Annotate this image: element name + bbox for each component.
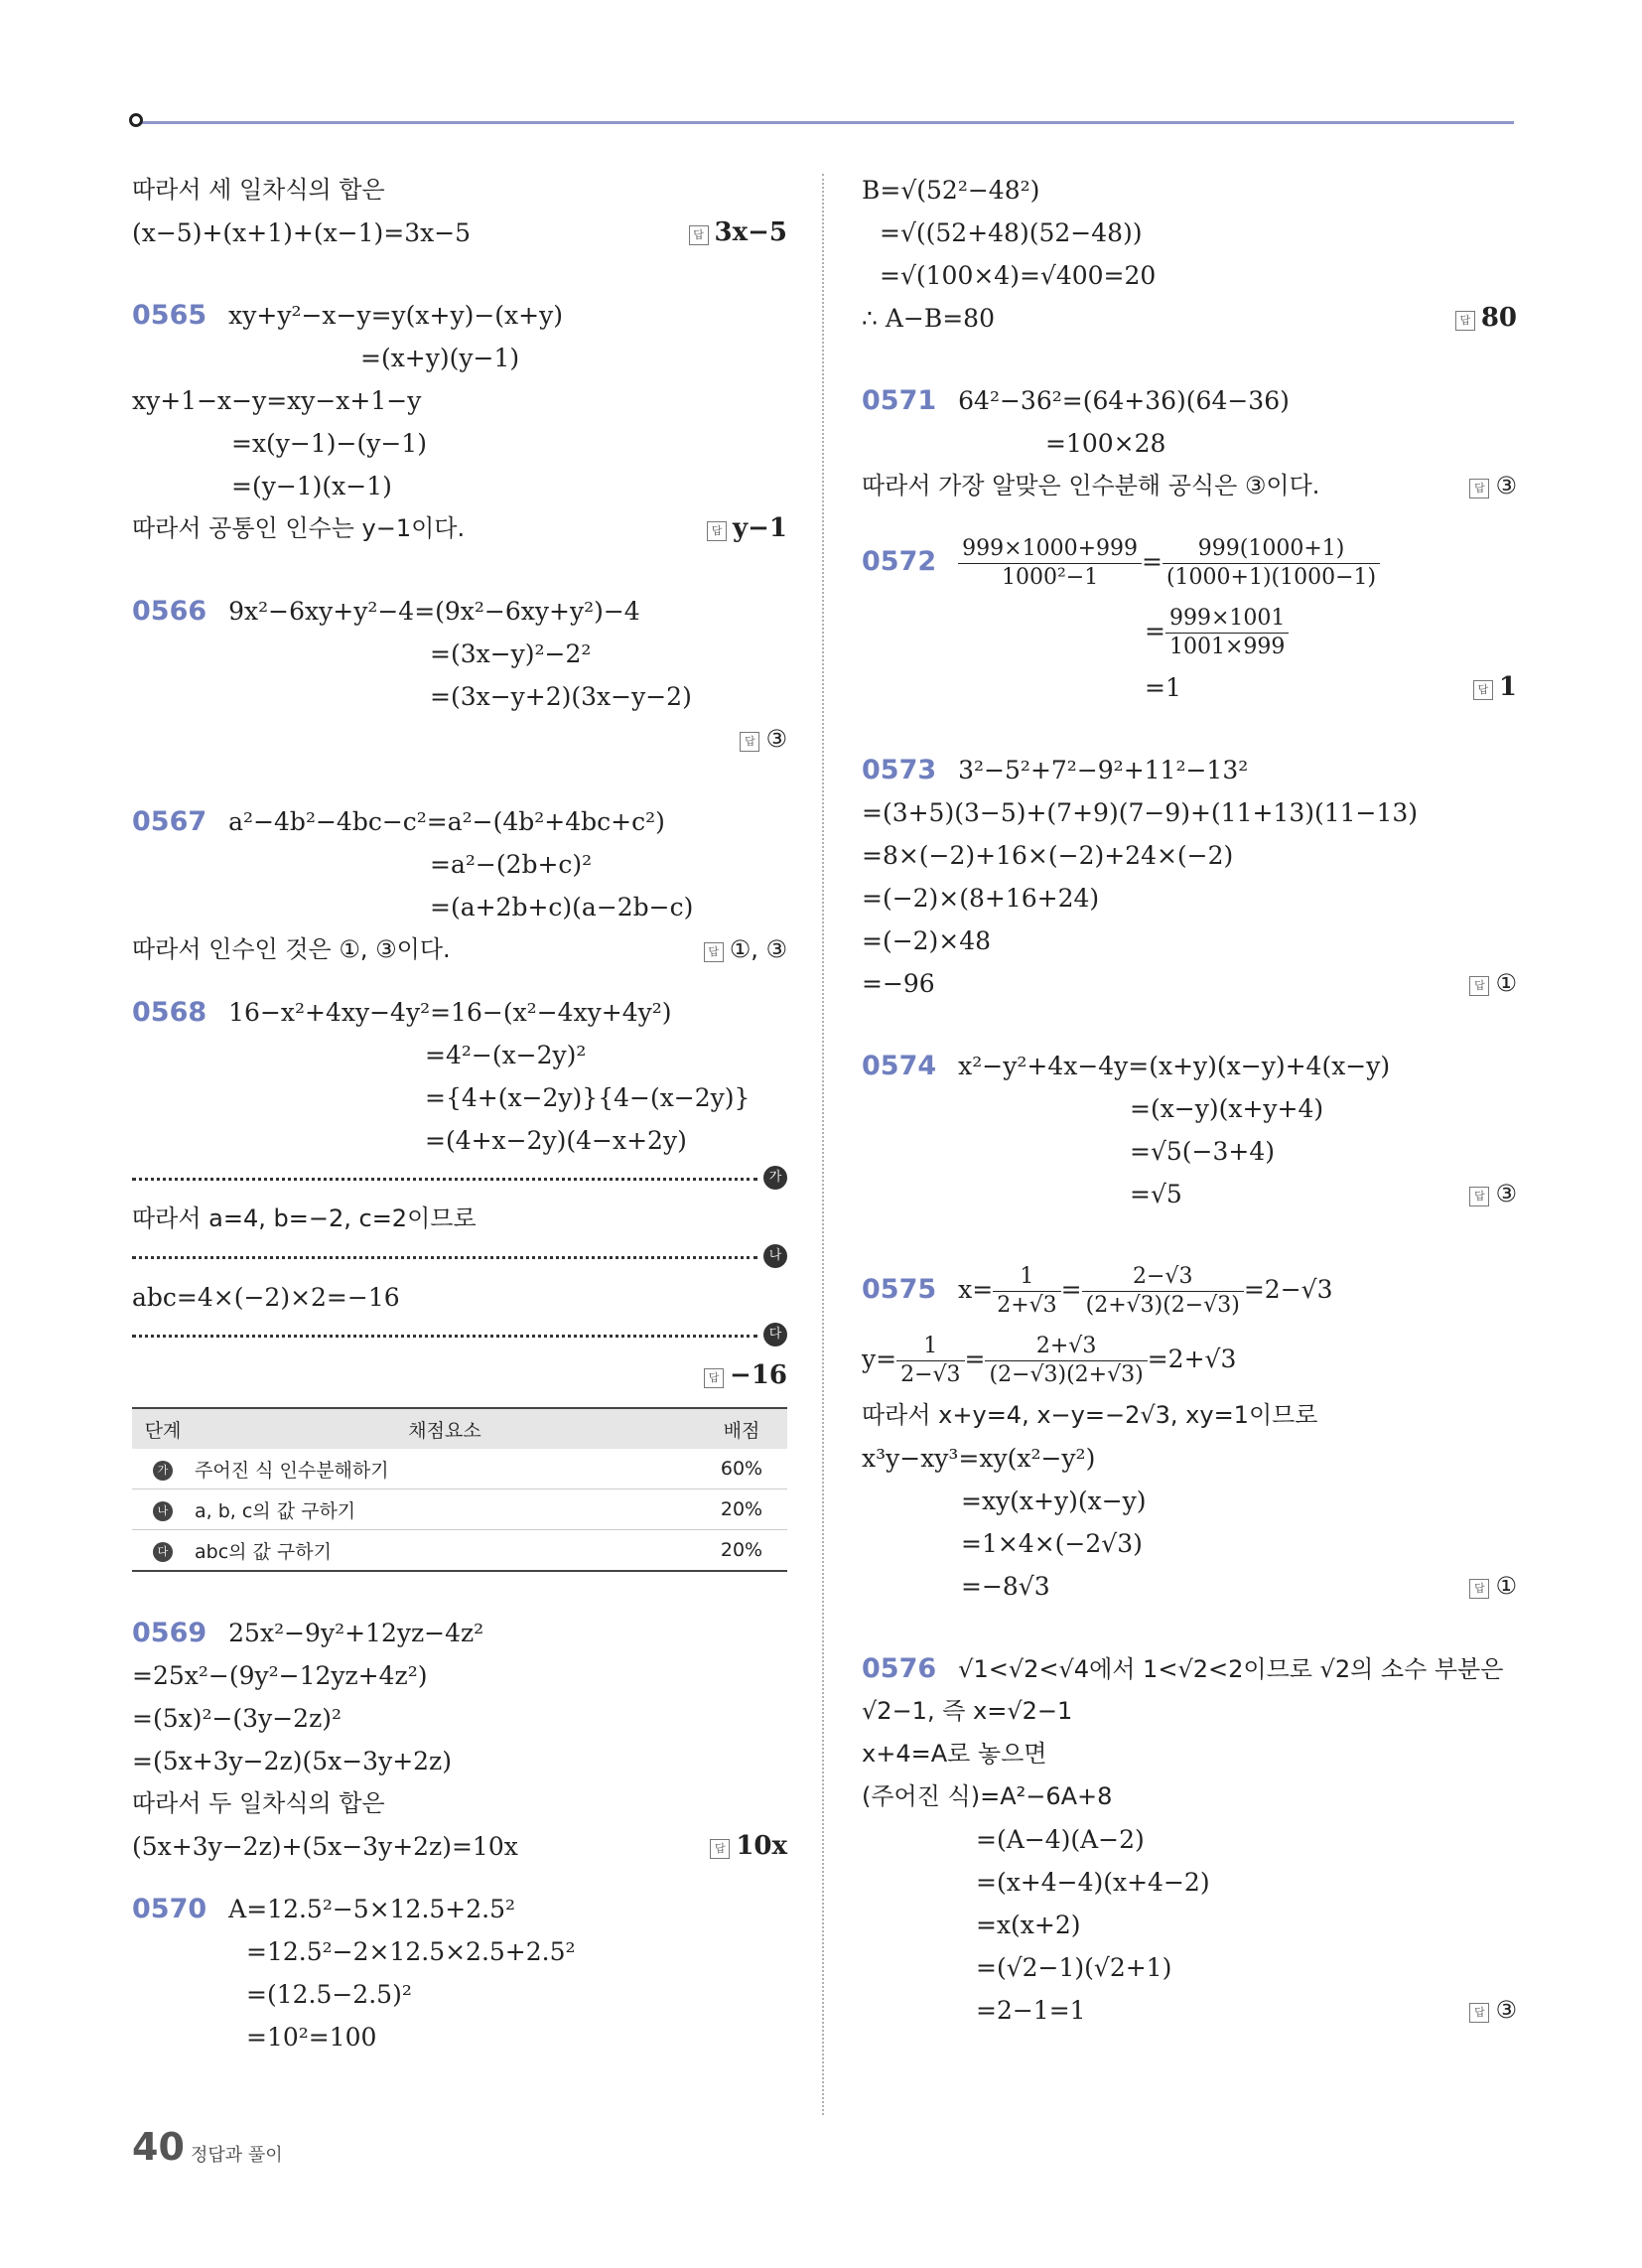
problem-0565: 0565 xy+y²−x−y=y(x+y)−(x+y) — [132, 300, 563, 331]
problem-0575: 0575 x= $\frac{1}{2+√3}$ = $\frac{2-√3}{(2+√3)(2-√3)}$ =2−√3 — [862, 1264, 1333, 1318]
equation-line: = $\frac{999\times 1001}{1001\times 999}$ — [862, 597, 1517, 666]
table-header: 단계 — [132, 1408, 194, 1449]
equation-line: =(A−4)(A−2) — [976, 1825, 1145, 1854]
equation-line: =(3x−y+2)(3x−y−2) — [430, 682, 692, 711]
conclusion: 따라서 공통인 인수는 y−1이다. 답 y−1 — [132, 507, 787, 550]
fraction: $\frac{999\times 1001}{1001\times 999}$ — [1165, 605, 1289, 661]
fraction: $\frac{999\times 1000+999}{\text{1000²−1}}$ — [958, 535, 1142, 592]
equation-line: =−8√3 답 ① — [862, 1565, 1517, 1608]
equation-line: =(y−1)(x−1) — [231, 472, 392, 500]
equation-line: =100×28 — [1045, 429, 1166, 458]
equation-line: =(√2−1)(√2+1) — [976, 1953, 1172, 1982]
equation-line: =4²−(x−2y)² — [425, 1041, 587, 1069]
answer: 답 ③ — [1469, 465, 1517, 507]
equation-line: ∴ A−B=80 답 80 — [862, 297, 1517, 340]
equation-line: xy+1−x−y=xy−x+1−y — [132, 386, 422, 415]
equation-line: 따라서 a=4, b=−2, c=2이므로 — [132, 1205, 477, 1232]
step-mark: 다 — [763, 1323, 787, 1347]
equation-line: =xy(x+y)(x−y) — [961, 1487, 1147, 1515]
equation-line: 따라서 x+y=4, x−y=−2√3, xy=1이므로 — [862, 1401, 1318, 1429]
table-row: 나 a, b, c의 값 구하기 20% — [132, 1489, 787, 1530]
answer: 답 10x — [710, 1825, 787, 1868]
equation-line: =(4+x−2y)(4−x+2y) — [425, 1126, 687, 1155]
equation-line: =(x−y)(x+y+4) — [1130, 1094, 1324, 1123]
equation-line: =12.5²−2×12.5×2.5+2.5² — [246, 1937, 576, 1966]
conclusion: 따라서 가장 알맞은 인수분해 공식은 ③이다. 답 ③ — [862, 465, 1517, 507]
problem-0576: 0576 √1<√2<√4에서 1<√2<2이므로 √2의 소수 부분은 — [862, 1653, 1504, 1684]
left-column — [132, 169, 787, 2058]
equation-line: x³y−xy³=xy(x²−y²) — [862, 1444, 1096, 1473]
answer: 답 ① — [1469, 1565, 1517, 1608]
equation-line: =(12.5−2.5)² — [246, 1980, 412, 2009]
answer: 답 ① — [1469, 962, 1517, 1005]
problem-0573: 0573 3²−5²+7²−9²+11²−13² — [862, 755, 1249, 785]
intro-equation: (x−5)+(x+1)+(x−1)=3x−5 답 3x−5 — [132, 212, 787, 254]
table-row: 가 주어진 식 인수분해하기 60% — [132, 1449, 787, 1489]
equation-line: y= $\frac{1}{2-√3}$ = $\frac{2+√3}{(2-√3)(2+√3)}$ =2+√3 — [862, 1334, 1237, 1387]
equation-line: =√(100×4)=√400=20 — [880, 261, 1157, 290]
equation-line: =(x+4−4)(x+4−2) — [976, 1868, 1210, 1897]
equation-line: √2−1, 즉 x=√2−1 — [862, 1697, 1073, 1725]
equation-line: =(−2)×48 — [862, 926, 992, 955]
answer: 답 3x−5 — [689, 212, 787, 254]
equation-line: 따라서 두 일차식의 합은 — [132, 1789, 385, 1817]
equation-line: =(a+2b+c)(a−2b−c) — [430, 893, 694, 921]
answer: 답 ①, ③ — [704, 928, 787, 971]
problem-0566: 0566 9x²−6xy+y²−4=(9x²−6xy+y²)−4 — [132, 596, 640, 627]
step-mark: 가 — [763, 1166, 787, 1190]
equation-line: =2−1=1 답 ③ — [862, 1989, 1517, 2032]
equation-line: =(5x)²−(3y−2z)² — [132, 1704, 342, 1733]
problem-0568: 0568 16−x²+4xy−4y²=16−(x²−4xy+4y²) — [132, 997, 672, 1028]
equation-line: =(x+y)(y−1) — [360, 344, 520, 372]
equation-line: =√5 답 ③ — [862, 1173, 1517, 1215]
equation-line: =√((52+48)(52−48)) — [880, 218, 1143, 247]
equation-line: abc=4×(−2)×2=−16 — [132, 1283, 400, 1312]
fraction: $\frac{999(1000+1)}{(1000+1)(1000-1)}$ — [1163, 535, 1380, 592]
equation-line: =1×4×(−2√3) — [961, 1529, 1143, 1558]
answer-row — [132, 1354, 787, 1397]
step-separator — [132, 1162, 787, 1198]
equation-line: =8×(−2)+16×(−2)+24×(−2) — [862, 841, 1234, 870]
header-dot — [129, 113, 143, 127]
equation-line: =25x²−(9y²−12yz+4z²) — [132, 1661, 428, 1690]
footer-title: 정답과 풀이 — [191, 2145, 283, 2166]
answer: 답 ③ — [1469, 1173, 1517, 1215]
answer: 답 ③ — [740, 718, 787, 761]
fraction: $\frac{2+√3}{(2-√3)(2+√3)}$ — [985, 1333, 1147, 1389]
fraction: $\frac{1}{2+√3}$ — [993, 1263, 1060, 1320]
equation-line: B=√(52²−48²) — [862, 176, 1040, 205]
equation-line: =−96 답 ① — [862, 962, 1517, 1005]
answer: 답 1 — [1473, 666, 1517, 709]
problem-0567: 0567 a²−4b²−4bc−c²=a²−(4b²+4bc+c²) — [132, 806, 665, 837]
equation-line: =x(x+2) — [976, 1911, 1081, 1939]
fraction: $\frac{2-√3}{(2+√3)(2-√3)}$ — [1082, 1263, 1244, 1320]
equation-line: =(5x+3y−2z)(5x−3y+2z) — [132, 1747, 452, 1775]
problem-0570: 0570 A=12.5²−5×12.5+2.5² — [132, 1894, 516, 1924]
answer: 답 −16 — [704, 1354, 787, 1397]
equation-line: =1 답 1 — [862, 666, 1517, 709]
column-divider — [822, 174, 824, 2115]
step-separator — [132, 1240, 787, 1276]
page-number: 40 — [132, 2125, 185, 2169]
problem-0572: 0572 $\frac{999\times 1000+999}{\text{1000²−1}}$ = $\frac{999(1000+1)}{(1000+1)(1000-1)}$ — [862, 527, 1517, 597]
table-header: 채점요소 — [194, 1408, 696, 1449]
conclusion: 따라서 인수인 것은 ①, ③이다. 답 ①, ③ — [132, 928, 787, 971]
fraction: $\frac{1}{2-√3}$ — [896, 1333, 964, 1389]
equation-line: =(−2)×(8+16+24) — [862, 884, 1100, 913]
equation-line: =√5(−3+4) — [1130, 1137, 1275, 1166]
step-separator — [132, 1319, 787, 1354]
scoring-table — [132, 1407, 787, 1572]
equation-line: =a²−(2b+c)² — [430, 850, 593, 879]
equation-line: (주어진 식)=A²−6A+8 — [862, 1782, 1113, 1810]
problem-0574: 0574 x²−y²+4x−4y=(x+y)(x−y)+4(x−y) — [862, 1051, 1391, 1081]
problem-0569: 0569 25x²−9y²+12yz−4z² — [132, 1618, 484, 1648]
equation-line: =(3x−y)²−2² — [430, 639, 592, 668]
intro-text: 따라서 세 일차식의 합은 — [132, 176, 385, 204]
equation-line: =10²=100 — [246, 2023, 377, 2052]
problem-0571: 0571 64²−36²=(64+36)(64−36) — [862, 385, 1290, 416]
answer: 답 y−1 — [707, 507, 787, 550]
equation-line: =(3+5)(3−5)+(7+9)(7−9)+(11+13)(11−13) — [862, 798, 1419, 827]
equation-line: =x(y−1)−(y−1) — [231, 429, 427, 458]
equation-line: x+4=A로 놓으면 — [862, 1740, 1047, 1768]
answer: 답 80 — [1455, 297, 1517, 340]
table-row: 다 abc의 값 구하기 20% — [132, 1530, 787, 1572]
equation-line: ={4+(x−2y)}{4−(x−2y)} — [425, 1083, 751, 1112]
right-column — [862, 169, 1517, 2032]
answer-row — [132, 718, 787, 761]
table-header: 배점 — [696, 1408, 787, 1449]
step-mark: 나 — [763, 1244, 787, 1268]
answer: 답 ③ — [1469, 1989, 1517, 2032]
equation-line: (5x+3y−2z)+(5x−3y+2z)=10x 답 10x — [132, 1825, 787, 1868]
header-rule — [134, 121, 1514, 124]
